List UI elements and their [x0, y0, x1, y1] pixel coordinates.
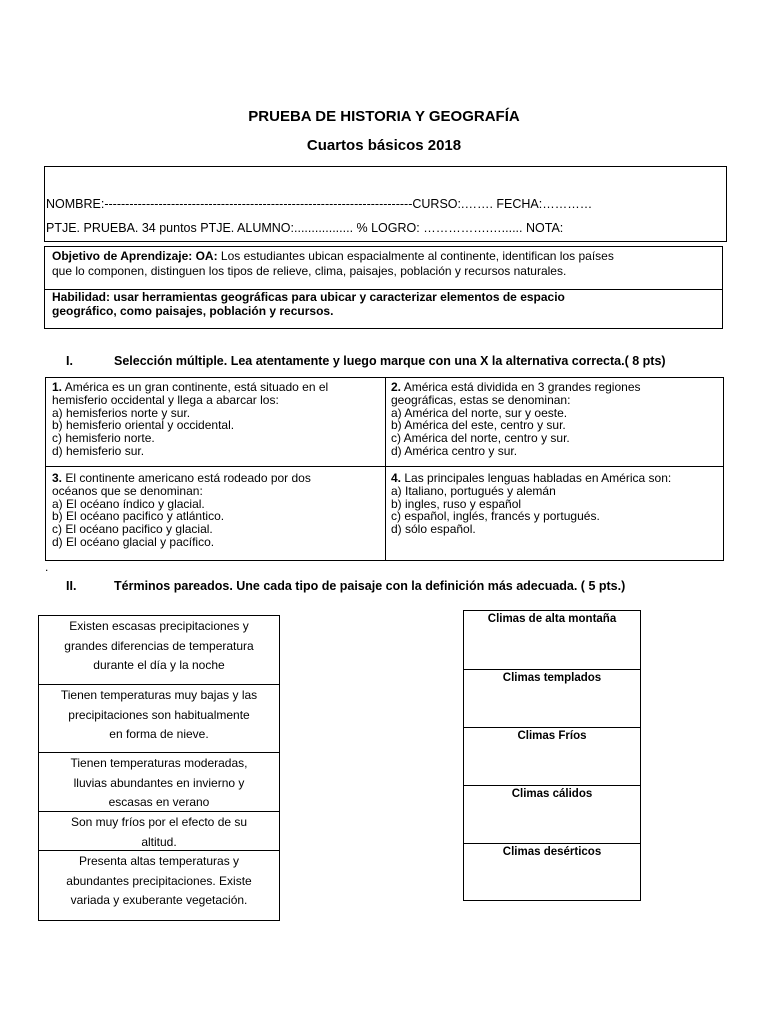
question-2: 2. América está dividida en 3 grandes regiones geográficas, estas se denominan: a) América del norte, sur y oeste. b) América del este, centro y sur. c) América del norte, centro y sur. d) América centro y sur. — [385, 380, 724, 459]
objective-label: Objetivo de Aprendizaje: OA: — [52, 249, 218, 263]
question-2-option-b[interactable]: b) América del este, centro y sur. — [391, 418, 566, 433]
climate-item-5[interactable]: Climas desérticos — [464, 843, 640, 902]
question-1-option-c[interactable]: c) hemisferio norte. — [52, 431, 155, 446]
question-4-option-d[interactable]: d) sólo español. — [391, 522, 476, 537]
question-3-option-b[interactable]: b) El océano pacifico y atlántico. — [52, 509, 225, 524]
definition-item-2[interactable]: Tienen temperaturas muy bajas y las precipitaciones son habitualmente en forma de nieve. — [39, 684, 279, 752]
page-title: PRUEBA DE HISTORIA Y GEOGRAFÍA — [248, 108, 520, 125]
skill-line2: geográfico, como paisajes, población y recursos. — [52, 304, 334, 318]
question-1-option-a[interactable]: a) hemisferios norte y sur. — [52, 405, 191, 420]
definition-item-1[interactable]: Existen escasas precipitaciones y grandes diferencias de temperatura durante el día y la noche — [64, 619, 254, 672]
question-4: 4. Las principales lenguas habladas en América son: a) Italiano, portugués y alemán b) ingles, ruso y español c) español, inglés, francés y portugués. d) sólo español. — [385, 471, 724, 537]
question-3-option-a[interactable]: a) El océano índico y glacial. — [52, 496, 205, 511]
question-4-option-b[interactable]: b) ingles, ruso y español — [391, 496, 522, 511]
question-1-option-b[interactable]: b) hemisferio oriental y occidental. — [52, 418, 235, 433]
question-4-option-c[interactable]: c) español, inglés, francés y portugués. — [391, 509, 600, 524]
section-2-heading — [66, 579, 625, 593]
definitions-column — [38, 615, 280, 921]
objective-box — [44, 246, 723, 329]
climate-item-3[interactable]: Climas Fríos — [464, 727, 640, 785]
student-info-box — [44, 166, 727, 242]
climates-column — [463, 610, 641, 901]
question-3-option-d[interactable]: d) El océano glacial y pacífico. — [52, 534, 215, 549]
multiple-choice-table — [45, 377, 724, 561]
skill-line1: Habilidad: usar herramientas geográficas para ubicar y caracterizar elementos de espacio — [52, 290, 565, 304]
climate-item-1[interactable]: Climas de alta montaña — [487, 613, 617, 625]
objective-text-line2: que lo componen, distinguen los tipos de relieve, clima, paisajes, población y recursos naturales. — [52, 264, 567, 278]
climate-item-4[interactable]: Climas cálidos — [464, 785, 640, 843]
definition-item-3[interactable]: Tienen temperaturas moderadas, lluvias abundantes en invierno y escasas en verano — [39, 752, 279, 811]
definition-item-4[interactable]: Son muy fríos por el efecto de su altitud. — [39, 811, 279, 850]
section-1-number: I. — [66, 354, 73, 368]
climate-item-2[interactable]: Climas templados — [464, 669, 640, 727]
student-name-line: NOMBRE:--------------------------------------------------------------------------CURSO:.……. FECHA:………… — [46, 197, 593, 211]
section-2-title: Términos pareados. Une cada tipo de paisaje con la definición más adecuada. ( 5 pts.) — [114, 579, 626, 593]
question-2-option-d[interactable]: d) América centro y sur. — [391, 443, 518, 458]
table-horizontal-divider — [46, 466, 723, 467]
question-1-option-d[interactable]: d) hemisferio sur. — [52, 443, 145, 458]
score-line: PTJE. PRUEBA. 34 puntos PTJE. ALUMNO:................. % LOGRO: …………….…...... NOTA: — [46, 221, 564, 235]
section-1-title: Selección múltiple. Lea atentamente y luego marque con una X la alternativa correcta.( 8 pts) — [114, 354, 666, 368]
definition-item-5[interactable]: Presenta altas temperaturas y abundantes precipitaciones. Existe variada y exuberante vegetación. — [39, 850, 279, 922]
question-2-option-c[interactable]: c) América del norte, centro y sur. — [391, 431, 570, 446]
question-3-option-c[interactable]: c) El océano pacifico y glacial. — [52, 522, 213, 537]
objective-text: Objetivo de Aprendizaje: OA: Los estudiantes ubican espacialmente al continente, identifican los países — [52, 249, 614, 263]
section-1-heading — [66, 354, 666, 368]
stray-mark: . — [45, 560, 49, 574]
question-3: 3. El continente americano está rodeado por dos océanos que se denominan: a) El océano índico y glacial. b) El océano pacifico y atlántico. c) El océano pacifico y glacial. d) El océano glacial y pacífico. — [46, 471, 385, 550]
question-1: 1. América es un gran continente, está situado en el hemisferio occidental y llega a abarcar los: a) hemisferios norte y sur. b) hemisferio oriental y occidental. c) hemisferio norte. d) hemisferio sur. — [46, 380, 385, 459]
question-2-option-a[interactable]: a) América del norte, sur y oeste. — [391, 405, 568, 420]
page-subtitle: Cuartos básicos 2018 — [306, 137, 462, 154]
section-2-number: II. — [66, 579, 77, 593]
question-4-option-a[interactable]: a) Italiano, portugués y alemán — [391, 483, 556, 498]
